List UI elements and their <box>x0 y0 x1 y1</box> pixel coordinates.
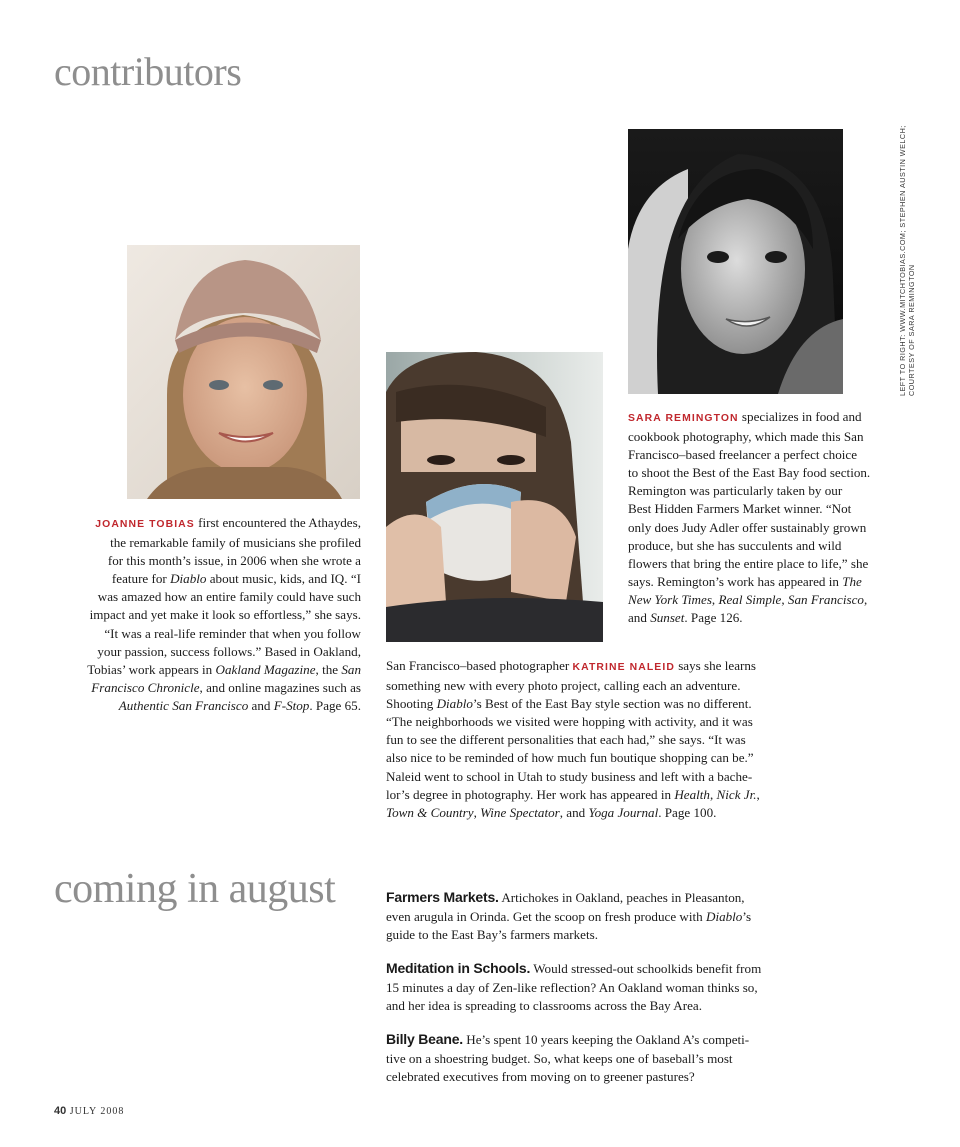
publication-title: San Francisco <box>787 591 864 607</box>
photo-credit-line: COURTESY OF SARA REMINGTON <box>907 264 916 396</box>
bio-text: , and online magazines such as <box>199 679 361 695</box>
bio-text: “It was a real-life reminder that when you follow <box>104 625 361 641</box>
preview-text: ’s <box>742 908 752 924</box>
bio-text: and <box>248 697 274 713</box>
bio-text: the remarkable family of musicians she profiled <box>110 535 361 551</box>
preview-text: tive on a shoestring budget. So, what keeps one of baseball’s most <box>386 1050 733 1066</box>
photo-credit <box>898 125 916 396</box>
publication-title: Diablo <box>436 696 473 712</box>
bio-text: says. Remington’s work has appeared in <box>628 573 843 589</box>
publication-title: Francisco Chronicle <box>91 679 200 695</box>
bio-text: produce, but she has succulents and wild <box>628 537 842 553</box>
bio-text: feature for <box>111 571 171 587</box>
publication-title: Sunset <box>650 610 685 626</box>
bio-text: specializes in food and <box>738 409 862 424</box>
bio-text: Francisco–based freelancer a perfect choice <box>628 447 857 463</box>
preview-text: even arugula in Orinda. Get the scoop on fresh produce with <box>386 908 706 924</box>
bio-text: Tobias’ work appears in <box>87 661 216 677</box>
bio-text: Best Hidden Farmers Market winner. “Not <box>628 501 852 517</box>
publication-title: Oakland Magazine <box>215 661 316 677</box>
contributors-heading: contributors <box>54 49 242 94</box>
katrine-naleid-photo <box>386 352 603 642</box>
coming-in-august-heading: coming in august <box>54 866 336 912</box>
publication-title: San <box>341 661 361 677</box>
preview-text: celebrated executives from moving on to greener pastures? <box>386 1069 695 1085</box>
contributor-name: JOANNE TOBIAS <box>95 519 195 530</box>
photo-credit-line: LEFT TO RIGHT: WWW.MITCHTOBIAS.COM; STEPHEN AUSTIN WELCH; <box>898 125 907 396</box>
bio-text: and <box>628 610 651 626</box>
bio-text: first encountered the Athaydes, <box>194 515 361 530</box>
preview-headline: Farmers Markets. <box>386 889 499 905</box>
bio-text: , <box>711 591 719 607</box>
bio-text: fun to see the different personalities that each had,” she says. “It was <box>386 732 746 748</box>
bio-text: Shooting <box>386 696 437 712</box>
bio-text: Naleid went to school in Utah to study business and left with a bache- <box>386 768 753 784</box>
preview-text: guide to the East Bay’s farmers markets. <box>386 927 598 943</box>
publication-title: Nick Jr. <box>716 786 757 802</box>
bio-text: ’s Best of the East Bay style section was no different. <box>472 696 752 712</box>
preview-text: 15 minutes a day of Zen-like reflection? An Oakland woman thinks so, <box>386 979 758 995</box>
joanne-tobias-bio <box>40 514 361 715</box>
katrine-naleid-bio <box>386 657 806 822</box>
publication-title: F-Stop <box>273 697 310 713</box>
bio-text: , <box>863 591 868 607</box>
sara-remington-bio <box>628 408 918 627</box>
bio-text: says she learns <box>674 658 757 673</box>
bio-text: cookbook photography, which made this San <box>628 429 864 445</box>
bio-text: . Page 100. <box>658 804 717 820</box>
issue-date: JULY 2008 <box>69 1106 125 1117</box>
preview-text: Would stressed-out schoolkids benefit from <box>530 961 762 976</box>
bio-text: lor’s degree in photography. Her work has appeared in <box>386 786 675 802</box>
preview-text: Artichokes in Oakland, peaches in Pleasanton, <box>498 890 745 905</box>
preview-headline: Billy Beane. <box>386 1031 463 1047</box>
publication-title: New York Times <box>628 591 712 607</box>
bio-text: impact and yet make it look so effortless,” she says. <box>89 607 361 623</box>
bio-text: San Francisco–based photographer <box>386 658 573 673</box>
preview-headline: Meditation in Schools. <box>386 960 531 976</box>
publication-title: Authentic San Francisco <box>118 697 249 713</box>
bio-text: , <box>709 786 717 802</box>
bio-text: for this month’s issue, in 2006 when she wrote a <box>107 553 361 569</box>
publication-title: Real Simple <box>718 591 782 607</box>
contributor-name: KATRINE NALEID <box>572 662 675 673</box>
bio-text: to shoot the Best of the East Bay food section. <box>628 465 871 481</box>
bio-text: , <box>781 591 788 607</box>
bio-text: , <box>473 804 481 820</box>
bio-text: also nice to be reminded of how much fun boutique shopping can be.” <box>386 750 754 766</box>
publication-title: Diablo <box>705 908 743 924</box>
publication-title: Wine Spectator <box>480 804 560 820</box>
publication-title: The <box>842 573 862 589</box>
bio-text: . Page 126. <box>684 610 743 626</box>
bio-text: flowers that bring the entire place to life,” she <box>628 555 869 571</box>
bio-text: your passion, success follows.” Based in Oakland, <box>97 643 361 659</box>
preview-text: and her idea is spreading to classrooms across the Bay Area. <box>386 998 702 1014</box>
page-folio <box>54 1105 124 1117</box>
bio-text: , and <box>559 804 589 820</box>
joanne-tobias-photo <box>127 245 360 499</box>
preview-farmers-markets <box>386 888 751 945</box>
bio-text: only does Judy Adler offer sustainably grown <box>628 519 867 535</box>
page-number: 40 <box>54 1105 67 1117</box>
bio-text: , the <box>315 661 342 677</box>
bio-text: was amazed how an entire family could have such <box>97 589 361 605</box>
preview-billy-beane <box>386 1030 749 1087</box>
publication-title: Town & Country <box>386 804 474 820</box>
preview-text: He’s spent 10 years keeping the Oakland A’s competi- <box>462 1032 750 1047</box>
sara-remington-photo <box>628 129 843 394</box>
bio-text: “The neighborhoods we visited were hopping with activity, and it was <box>386 714 753 730</box>
bio-text: about music, kids, and IQ. “I <box>206 571 361 587</box>
bio-text: something new with every photo project, calling each an adventure. <box>386 678 741 694</box>
bio-text: Remington was particularly taken by our <box>628 483 843 499</box>
bio-text: , <box>756 786 760 802</box>
bio-text: . Page 65. <box>309 697 361 713</box>
contributor-name: SARA REMINGTON <box>628 413 739 424</box>
publication-title: Health <box>674 786 710 802</box>
publication-title: Yoga Journal <box>588 804 659 820</box>
publication-title: Diablo <box>170 571 207 587</box>
preview-meditation-in-schools <box>386 959 761 1016</box>
